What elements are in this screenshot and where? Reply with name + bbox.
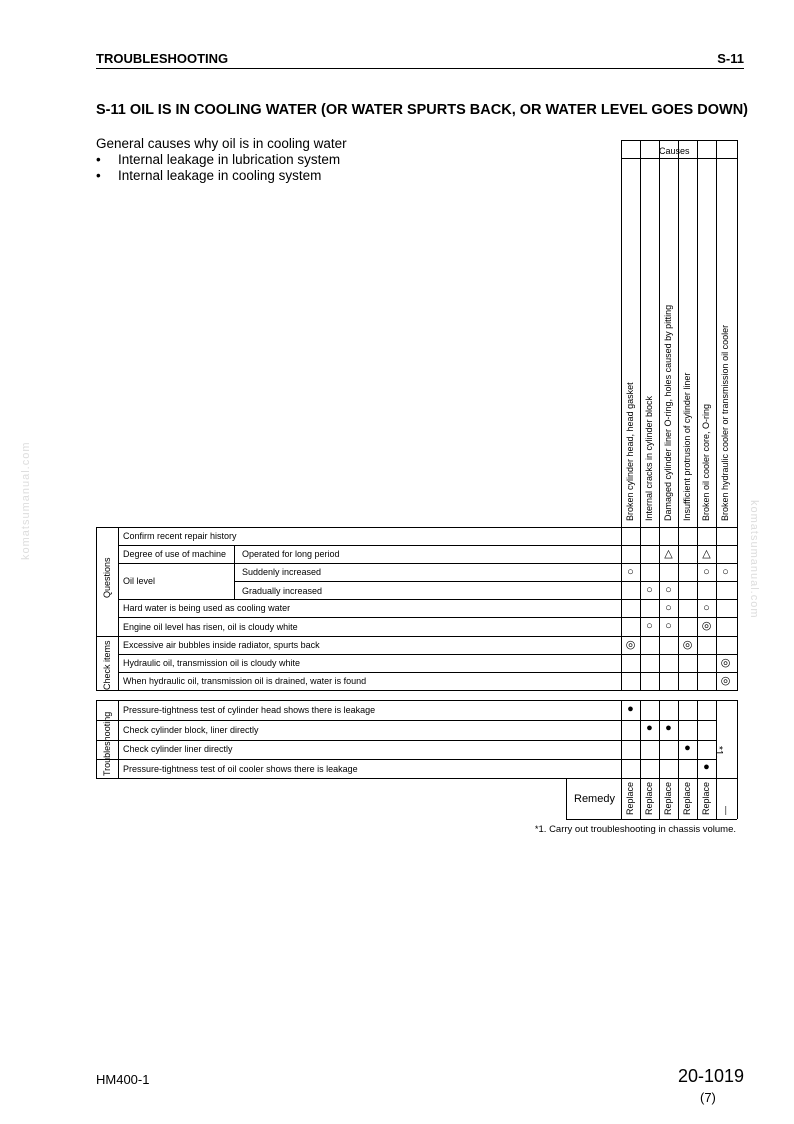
bullet-item: • Internal leakage in cooling system	[96, 168, 322, 183]
remedy-value: Replace	[701, 781, 711, 815]
cause-column-rule	[737, 140, 738, 527]
header-divider	[96, 68, 744, 69]
row-label: Degree of use of machine	[123, 549, 227, 559]
cause-mark: ◎	[682, 639, 693, 651]
cause-mark: △	[702, 548, 711, 560]
causes-border	[621, 140, 737, 141]
cause-column-rule	[659, 700, 660, 819]
row-label: Pressure-tightness test of cylinder head shows there is leakage	[123, 705, 376, 715]
row-rule	[96, 690, 738, 691]
cause-mark: ◎	[625, 639, 636, 651]
row-label: Confirm recent repair history	[123, 531, 237, 541]
row-rule	[96, 759, 738, 760]
merge-mask	[717, 720, 737, 721]
cause-mark: △	[664, 548, 673, 560]
cause-column-rule	[621, 527, 622, 691]
cause-column-rule	[697, 140, 698, 527]
group-rule	[96, 636, 118, 637]
cause-mark: ◎	[720, 675, 731, 687]
cause-column-rule	[621, 700, 622, 819]
bullet-item: • Internal leakage in lubrication system	[96, 152, 341, 167]
row-rule	[96, 740, 738, 741]
remedy-border	[566, 778, 567, 819]
cause-label: Insufficient protrusion of cylinder liner	[682, 372, 692, 521]
cause-label: Broken oil cooler core, O-ring	[701, 403, 711, 521]
group-rule	[118, 527, 119, 691]
row-rule	[118, 636, 738, 637]
sub-rule	[234, 545, 235, 599]
row-rule	[118, 654, 738, 655]
causes-label: Causes	[659, 146, 690, 156]
cause-column-rule	[640, 527, 641, 691]
row-rule	[96, 720, 738, 721]
remedy-border	[566, 819, 737, 820]
group-troubleshooting: Troubleshooting	[102, 711, 112, 776]
cause-column-rule	[659, 140, 660, 527]
remedy-value: Replace	[644, 781, 654, 815]
causes-border	[621, 158, 737, 159]
cause-mark: ○	[627, 566, 634, 578]
group-check-items: Check items	[102, 640, 112, 690]
table-border	[96, 527, 97, 691]
watermark: komatsumanual.com	[20, 441, 32, 560]
cause-mark: ○	[665, 602, 672, 614]
group-questions: Questions	[102, 557, 112, 598]
row-rule	[118, 545, 738, 546]
cause-mark: ○	[703, 566, 710, 578]
cause-column-rule	[716, 140, 717, 527]
cause-column-rule	[697, 700, 698, 819]
group-rule	[118, 700, 119, 779]
row-rule	[96, 527, 738, 528]
cause-column-rule	[678, 700, 679, 819]
note-mark: *1.	[713, 746, 724, 759]
row-label: Gradually increased	[242, 586, 323, 596]
merge-mask	[717, 740, 737, 741]
row-label: Check cylinder liner directly	[123, 744, 233, 754]
header-section: TROUBLESHOOTING	[96, 51, 229, 66]
intro	[96, 136, 347, 184]
cause-column-rule	[678, 527, 679, 691]
cause-column-rule	[737, 700, 738, 819]
cause-column-rule	[621, 140, 622, 527]
row-label: Operated for long period	[242, 549, 340, 559]
cause-mark: ◎	[720, 657, 731, 669]
row-rule	[118, 672, 738, 673]
cause-column-rule	[640, 700, 641, 819]
intro-heading: General causes why oil is in cooling water	[96, 136, 347, 151]
remedy-label: Remedy	[574, 793, 615, 805]
footer-model: HM400-1	[96, 1072, 150, 1087]
cause-mark: ○	[646, 584, 653, 596]
row-rule	[118, 563, 738, 564]
table-border	[96, 700, 97, 779]
remedy-value: Replace	[682, 781, 692, 815]
row-label: Suddenly increased	[242, 567, 322, 577]
row-label: Excessive air bubbles inside radiator, spurts back	[123, 640, 320, 650]
cause-mark: ●	[703, 761, 710, 773]
row-label: Oil level	[123, 576, 156, 586]
footnote: *1. Carry out troubleshooting in chassis volume.	[534, 824, 736, 835]
remedy-value: Replace	[625, 781, 635, 815]
cause-mark: ◎	[701, 620, 712, 632]
cause-label: Damaged cylinder liner O-ring, holes caused by pitting	[663, 304, 673, 521]
row-rule	[118, 617, 738, 618]
cause-mark: ○	[703, 602, 710, 614]
watermark: komatsumanual.com	[748, 500, 760, 619]
cause-mark: ●	[665, 722, 672, 734]
row-rule	[96, 778, 738, 779]
cause-column-rule	[678, 140, 679, 527]
cause-label: Internal cracks in cylinder block	[644, 395, 654, 521]
cause-mark: ●	[646, 722, 653, 734]
row-label: Check cylinder block, liner directly	[123, 725, 259, 735]
cause-column-rule	[640, 140, 641, 527]
cause-mark: ○	[665, 620, 672, 632]
cause-column-rule	[737, 527, 738, 691]
row-label: Pressure-tightness test of oil cooler shows there is leakage	[123, 764, 358, 774]
page-title: S-11 OIL IS IN COOLING WATER (OR WATER SPURTS BACK, OR WATER LEVEL GOES DOWN)	[96, 102, 748, 118]
header-code: S-11	[717, 51, 744, 66]
cause-mark: ○	[722, 566, 729, 578]
row-label: Hydraulic oil, transmission oil is cloudy white	[123, 658, 301, 668]
row-rule	[96, 700, 738, 701]
cause-label: Broken hydraulic cooler or transmission oil cooler	[720, 324, 730, 521]
row-rule	[118, 599, 738, 600]
cause-mark: ○	[665, 584, 672, 596]
row-label: Engine oil level has risen, oil is cloudy white	[123, 622, 298, 632]
cause-mark: ○	[646, 620, 653, 632]
footer-page: 20-1019	[677, 1066, 744, 1086]
cause-mark: ●	[627, 703, 634, 715]
remedy-value: —	[720, 806, 730, 815]
merge-mask	[717, 759, 737, 760]
remedy-value: Replace	[663, 781, 673, 815]
cause-mark: ●	[684, 742, 691, 754]
row-label: Hard water is being used as cooling water	[123, 603, 291, 613]
footer-sub: (7)	[700, 1090, 716, 1105]
row-label: When hydraulic oil, transmission oil is drained, water is found	[123, 676, 367, 686]
cause-label: Broken cylinder head, head gasket	[625, 382, 635, 521]
